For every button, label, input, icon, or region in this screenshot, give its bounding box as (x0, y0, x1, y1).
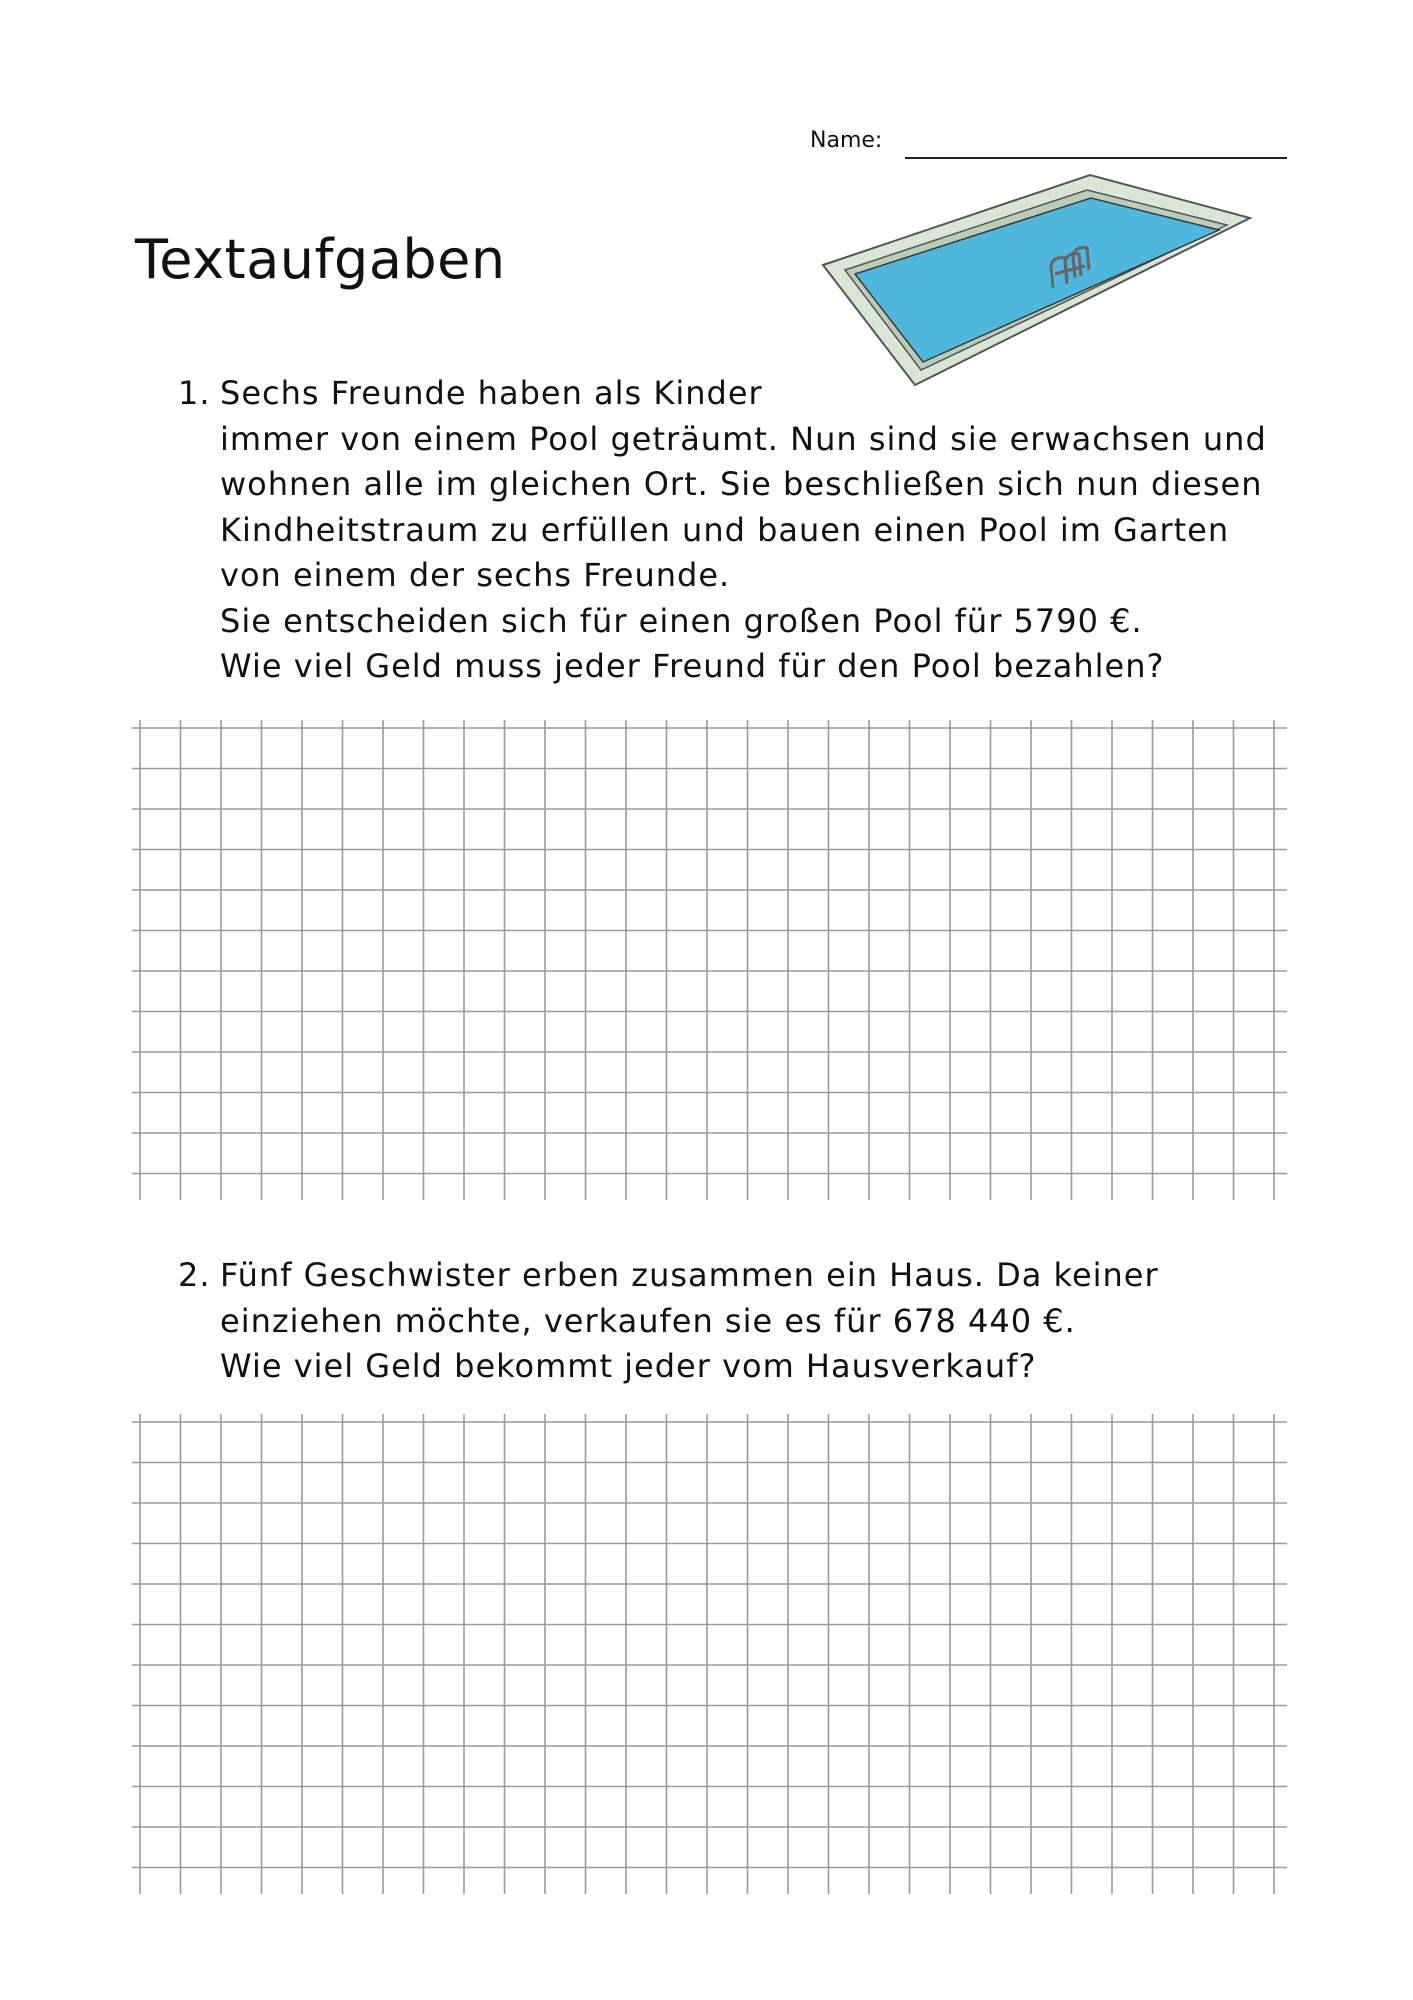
task-2 (178, 1253, 1278, 1390)
task-2-number: 2. (178, 1256, 211, 1294)
task-2-line-2: einziehen möchte, verkaufen sie es für 678 440 €. (220, 1301, 1076, 1340)
answer-grid-1[interactable] (132, 720, 1287, 1200)
answer-grid-2[interactable] (132, 1414, 1287, 1894)
task-1-line-4: Kindheitstraum zu erfüllen und bauen einen Pool im Garten (220, 510, 1230, 549)
page-title: Textaufgaben (135, 228, 506, 291)
task-2-line-3: Wie viel Geld bekommt jeder vom Hausverkauf? (220, 1347, 1037, 1385)
name-label: Name: (810, 128, 883, 153)
task-1-line-6: Sie entscheiden sich für einen großen Pool für 5790 €. (220, 601, 1143, 640)
pool-icon (815, 170, 1255, 390)
task-1-number: 1. (178, 374, 211, 412)
name-field-line[interactable] (905, 157, 1287, 159)
task-1-line-3: wohnen alle im gleichen Ort. Sie beschließen sich nun diesen (220, 465, 1263, 503)
task-1-line-5: von einem der sechs Freunde. (220, 556, 731, 594)
task-2-line-1: Fünf Geschwister erben zusammen ein Haus. Da keiner (220, 1256, 1159, 1294)
task-1-line-2: immer von einem Pool geträumt. Nun sind sie erwachsen und (220, 419, 1267, 458)
task-1-line-1: Sechs Freunde haben als Kinder (220, 374, 763, 412)
task-1 (178, 371, 1278, 690)
task-1-line-7: Wie viel Geld muss jeder Freund für den Pool bezahlen? (220, 647, 1165, 685)
